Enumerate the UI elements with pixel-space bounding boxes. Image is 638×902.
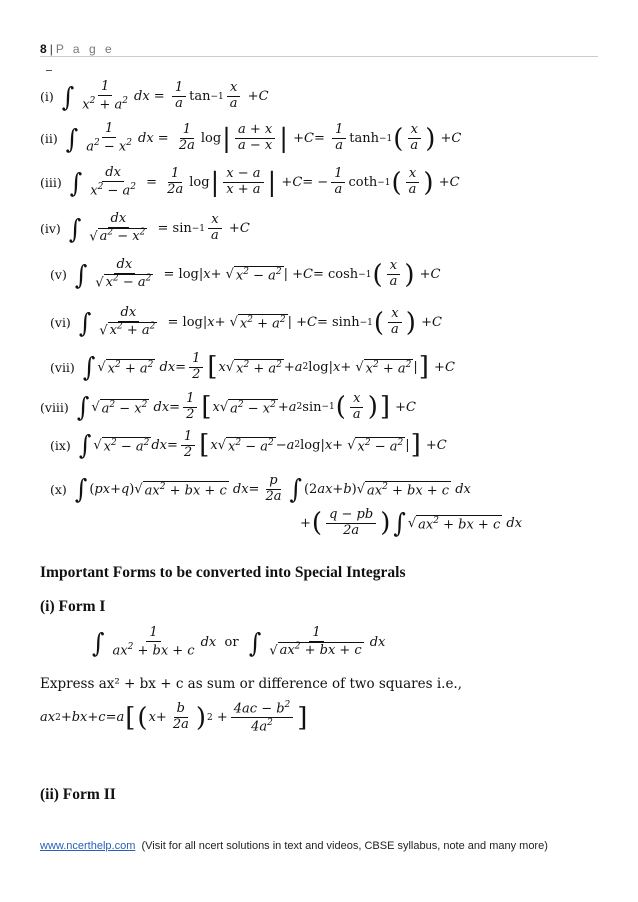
form2-label: (ii) Form II [40,786,116,803]
header-rule [40,56,598,57]
footer-note: (Visit for all ncert solutions in text and videos, CBSE syllabus, note and many more) [141,840,548,852]
formula-viii-label: (viii) [40,399,69,415]
page-footer [40,840,548,852]
section-heading: Important Forms to be converted into Special Integrals [40,564,406,581]
formula-v: (v) ∫ $\frac{dx}{√ x^2 - a^2}$ = log| x + √ $x^2 - a^2$ | + C = cosh −1 ( $\frac{x}{a}$ ) + C [50,257,441,291]
formula-v-label: (v) [50,267,67,283]
formula-ix-label: (ix) [50,437,71,453]
header-separator: | [49,42,53,56]
formula-i: (i) ∫ $\frac{1}{x^2 + a^2}$ dx = $\frac{1}{a}$ tan −1 $\frac{x}{a}$ + C [40,79,269,113]
formula-i-label: (i) [40,89,54,105]
formula-ii: (ii) ∫ $\frac{1}{a^2 - x^2}$ dx = $\frac{1}{2a}$ log | $\frac{a + x}{a - x}$ | + C = $\frac{1}{a}$ tanh −1 ( $\frac{x}{a}$ ) + C [40,121,462,155]
formula-iii: (iii) ∫ $\frac{dx}{x^2 - a^2}$ = $\frac{1}{2a}$ log | $\frac{x - a}{x + a}$ | + C = − $\frac{1}{a}$ coth −1 ( $\frac{x}{a}$ ) + C [40,165,460,199]
formula-ii-label: (ii) [40,131,58,147]
formula-x: (x) ∫ ( px + q )√ $ax^2$ + bx + c dx = $\frac{p}{2a}$ ∫ (2 ax + b )√ $ax^2$ + bx + c dx [50,473,471,505]
formula-vi-label: (vi) [50,315,71,331]
completing-square-expression: ax 2 + bx + c = a [ ( x + $\frac{b}{2a}$ ) 2 + $\frac{4ac - b^2}{4a^2}$ ] [40,700,308,735]
formula-x-continued: + ( $\frac{q - pb}{2a}$ ) ∫ √ $ax^2$ + bx + c dx [300,507,523,539]
formula-vii: (vii) ∫ √ $x^2 + a^2$ dx = $\frac{1}{2}$ [ x √ $x^2 + a^2$ + a 2 log| x + √ $x^2 + a^2$ | ] + C [50,351,455,383]
scan-mark [46,70,52,71]
formula-iii-label: (iii) [40,175,62,191]
formula-ix: (ix) ∫ √ $x^2 - a^2$ dx = $\frac{1}{2}$ [ x √ $x^2 - a^2$ − a 2 log| x + √ $x^2 - a^2$ | ] + C [50,429,447,461]
form1-expression: ∫ $\frac{1}{ax^2 + bx + c}$ dx or ∫ $\frac{1}{√ ax^2 + bx + c}$ dx [92,625,386,659]
page-number: 8 [40,42,47,56]
formula-vi: (vi) ∫ $\frac{dx}{√ x^2 + a^2}$ = log| x + √ $x^2 + a^2$ | + C = sinh −1 ( $\frac{x}{a}$ ) + C [50,305,442,339]
footer-link[interactable]: www.ncerthelp.com [40,840,136,852]
page-header [40,42,115,56]
formula-iv-label: (iv) [40,221,61,237]
form1-label: (i) Form I [40,598,106,615]
formula-iv: (iv) ∫ $\frac{dx}{√ a^2 - x^2}$ = sin −1 $\frac{x}{a}$ + C [40,211,250,245]
express-text: Express ax² + bx + c as sum or difference of two squares i.e., [40,676,463,692]
page-word: P a g e [55,42,115,56]
formula-x-label: (x) [50,481,67,497]
formula-viii: (viii) ∫ √ $a^2 - x^2$ dx = $\frac{1}{2}$ [ x √ $a^2 - x^2$ + a 2 sin −1 ( $\frac{x}{a}$ ) ] + C [40,391,416,423]
formula-vii-label: (vii) [50,359,75,375]
